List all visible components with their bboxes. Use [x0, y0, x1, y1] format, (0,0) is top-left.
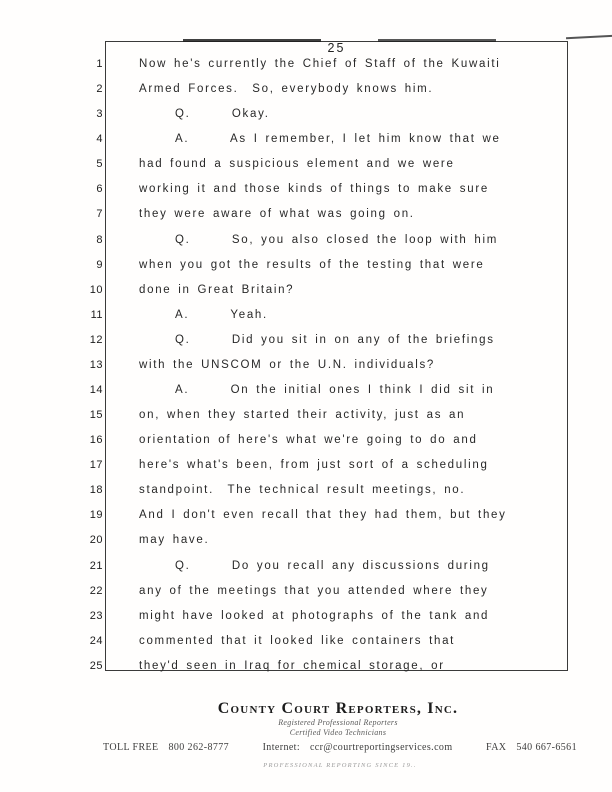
line-text: Armed Forces. So, everybody knows him.	[139, 83, 434, 96]
transcript-line	[0, 127, 612, 152]
line-number: 17	[89, 459, 103, 472]
transcript-line	[0, 77, 612, 102]
line-number: 16	[89, 434, 103, 447]
transcript-line	[0, 303, 612, 328]
scan-line-artifact	[566, 35, 612, 40]
line-text: And I don't even recall that they had them, but they	[139, 509, 507, 522]
line-text: Q. Do you recall any discussions during	[175, 559, 490, 572]
line-text: here's what's been, from just sort of a scheduling	[139, 459, 489, 472]
line-text: Q. So, you also closed the loop with him	[175, 233, 499, 246]
contact-line	[103, 742, 577, 753]
line-number: 2	[96, 83, 103, 96]
transcript-line	[0, 654, 612, 679]
transcript-line	[0, 503, 612, 528]
line-number: 10	[89, 283, 103, 296]
line-text: might have looked at photographs of the tank and	[139, 609, 490, 622]
toll-free-label: TOLL FREE	[103, 742, 159, 753]
reporter-tagline-2: Certified Video Technicians	[289, 728, 387, 737]
reporter-motto: PROFESSIONAL REPORTING SINCE 19..	[263, 762, 417, 769]
line-text: A. On the initial ones I think I did sit in	[175, 384, 495, 397]
line-number: 21	[89, 559, 103, 572]
email-address: ccr@courtreportingservices.com	[309, 742, 453, 753]
line-number: 22	[89, 584, 103, 597]
line-text: when you got the results of the testing that were	[139, 258, 485, 271]
line-text: may have.	[139, 534, 210, 547]
line-number: 14	[89, 384, 103, 397]
line-text: Q. Did you sit in on any of the briefings	[175, 333, 495, 346]
transcript-line	[0, 102, 612, 127]
line-text: had found a suspicious element and we were	[139, 158, 455, 171]
line-number: 5	[96, 158, 103, 171]
line-number: 1	[96, 58, 103, 70]
fax-label: FAX	[485, 742, 507, 753]
transcript-line	[0, 554, 612, 579]
line-text: with the UNSCOM or the U.N. individuals?	[139, 358, 436, 371]
transcript-line	[0, 378, 612, 403]
reporter-tagline-1: Registered Professional Reporters	[278, 718, 398, 727]
line-number: 25	[89, 659, 103, 672]
line-text: any of the meetings that you attended where they	[139, 584, 489, 597]
transcript-line	[0, 528, 612, 553]
line-text: done in Great Britain?	[139, 283, 295, 296]
transcript-lines	[0, 52, 612, 679]
transcript-line	[0, 453, 612, 478]
transcript-line	[0, 629, 612, 654]
line-text: Now he's currently the Chief of Staff of the Kuwaiti	[139, 58, 501, 70]
line-text: standpoint. The technical result meetings, no.	[139, 484, 466, 497]
line-text: orientation of here's what we're going to do and	[139, 434, 478, 447]
line-number: 3	[96, 108, 103, 121]
transcript-line	[0, 177, 612, 202]
line-number: 20	[89, 534, 103, 547]
line-text: they'd seen in Iraq for chemical storage, or	[139, 659, 445, 672]
line-text: Q. Okay.	[175, 108, 270, 121]
reporter-footer	[68, 700, 608, 738]
transcript-line	[0, 579, 612, 604]
transcript-line	[0, 278, 612, 303]
reporter-company-name: County Court Reporters, Inc.	[217, 700, 459, 717]
line-number: 19	[89, 509, 103, 522]
line-text: they were aware of what was going on.	[139, 208, 415, 221]
fax-number: 540 667-6561	[516, 742, 577, 753]
transcript-line	[0, 52, 612, 77]
line-number: 12	[89, 333, 103, 346]
line-number: 13	[89, 358, 103, 371]
page-number: 25	[327, 41, 346, 55]
transcript-line	[0, 202, 612, 227]
transcript-line	[0, 253, 612, 278]
transcript-line	[0, 478, 612, 503]
transcript-line	[0, 152, 612, 177]
line-number: 8	[96, 233, 103, 246]
transcript-line	[0, 428, 612, 453]
transcript-line	[0, 604, 612, 629]
transcript-line	[0, 228, 612, 253]
line-text: commented that it looked like containers that	[139, 634, 456, 647]
internet-label: Internet:	[262, 742, 301, 753]
line-number: 24	[89, 634, 103, 647]
line-text: A. Yeah.	[175, 308, 268, 321]
fax-group	[486, 742, 577, 753]
line-number: 4	[96, 133, 103, 146]
line-number: 23	[89, 609, 103, 622]
line-number: 15	[89, 409, 103, 422]
line-text: A. As I remember, I let him know that we	[175, 133, 501, 146]
transcript-line	[0, 328, 612, 353]
transcript-line	[0, 403, 612, 428]
line-number: 18	[89, 484, 103, 497]
line-number: 9	[96, 258, 103, 271]
internet-group	[263, 742, 453, 753]
line-number: 6	[96, 183, 103, 196]
line-text: on, when they started their activity, just as an	[139, 409, 466, 422]
toll-free-group	[103, 742, 229, 753]
line-text: working it and those kinds of things to make sure	[139, 183, 489, 196]
line-number: 7	[96, 208, 103, 221]
phone-number: 800 262-8777	[168, 742, 230, 753]
line-number: 11	[90, 308, 103, 321]
transcript-line	[0, 353, 612, 378]
